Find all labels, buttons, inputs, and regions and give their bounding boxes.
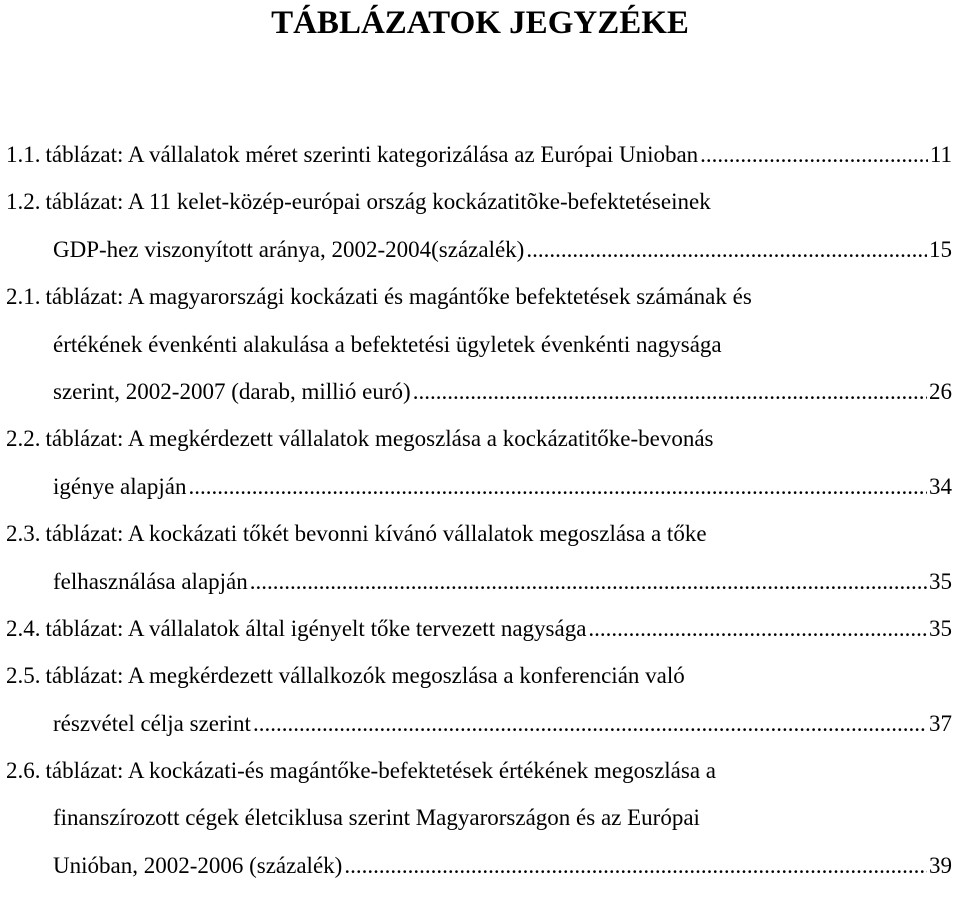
toc-entry-line <box>0 273 960 320</box>
toc-entry-number: 2.5. <box>6 663 41 689</box>
toc-entry-page-number: 37 <box>929 710 952 736</box>
toc-entry-line <box>0 463 960 510</box>
toc-entry-text: táblázat: A megkérdezett vállalkozók megoszlása a konferencián való <box>45 663 685 689</box>
dot-leader <box>253 700 927 747</box>
toc-entry-number: 1.1. <box>6 142 41 167</box>
toc-entry[interactable] <box>0 415 960 510</box>
toc-entry-text: Unióban, 2002-2006 (százalék) <box>53 852 343 878</box>
toc-entry[interactable] <box>0 652 960 747</box>
toc-entry-number: 1.2. <box>6 189 41 215</box>
toc-entry[interactable] <box>0 747 960 889</box>
toc-entry[interactable] <box>0 510 960 605</box>
toc-entry-line <box>0 321 960 368</box>
table-list <box>0 131 960 889</box>
toc-entry-text: táblázat: A kockázati tőkét bevonni kívánó vállalatok megoszlása a tőke <box>45 521 707 547</box>
toc-entry-line <box>0 131 960 178</box>
toc-entry-text: szerint, 2002-2007 (darab, millió euró) <box>53 378 411 404</box>
toc-entry-page-number: 11 <box>929 142 952 167</box>
dot-leader <box>700 131 928 178</box>
toc-entry-line <box>0 652 960 699</box>
toc-entry-number: 2.3. <box>6 521 41 547</box>
toc-entry-text: táblázat: A kockázati-és magántőke-befektetések értékének megoszlása a <box>45 758 717 784</box>
toc-entry-text: táblázat: A vállalatok által igényelt tőke tervezett nagysága <box>45 615 587 641</box>
toc-entry-text: táblázat: A 11 kelet-közép-európai ország kockázatitõke-befektetéseinek <box>45 189 711 215</box>
toc-entry-text: táblázat: A vállalatok méret szerinti kategorizálása az Európai Unioban <box>45 142 699 167</box>
toc-entry-text: igénye alapján <box>53 473 187 499</box>
toc-entry-line <box>0 415 960 462</box>
toc-entry[interactable] <box>0 131 960 178</box>
toc-entry-line <box>0 510 960 557</box>
toc-entry-text: táblázat: A megkérdezett vállalatok megoszlása a kockázatitőke-bevonás <box>45 426 714 452</box>
toc-entry-number: 2.1. <box>6 284 41 310</box>
toc-entry-page-number: 39 <box>929 852 952 878</box>
toc-entry-line <box>0 842 960 889</box>
toc-entry-text: finanszírozott cégek életciklusa szerint Magyarországon és az Európai <box>53 805 700 831</box>
toc-entry-page-number: 35 <box>929 615 952 641</box>
toc-entry-line <box>0 794 960 841</box>
toc-entry-line <box>0 605 960 652</box>
dot-leader <box>413 368 927 415</box>
dot-leader <box>344 842 927 889</box>
toc-entry-page-number: 26 <box>929 378 952 404</box>
toc-entry-text: táblázat: A magyarországi kockázati és magántőke befektetések számának és <box>45 284 752 310</box>
dot-leader <box>526 226 927 273</box>
toc-entry-line <box>0 558 960 605</box>
toc-entry[interactable] <box>0 178 960 273</box>
toc-entry-line <box>0 368 960 415</box>
toc-entry-text: GDP-hez viszonyított aránya, 2002-2004(százalék) <box>53 236 525 262</box>
dot-leader <box>588 605 927 652</box>
toc-entry-line <box>0 226 960 273</box>
toc-entry[interactable] <box>0 273 960 415</box>
toc-entry-line <box>0 700 960 747</box>
dot-leader <box>250 558 927 605</box>
toc-entry-text: részvétel célja szerint <box>53 710 251 736</box>
toc-entry-number: 2.6. <box>6 758 41 784</box>
toc-entry-text: értékének évenkénti alakulása a befektetési ügyletek évenkénti nagysága <box>53 331 722 357</box>
toc-entry[interactable] <box>0 605 960 652</box>
toc-entry-text: felhasználása alapján <box>53 568 248 594</box>
page-title: TÁBLÁZATOK JEGYZÉKE <box>271 5 689 41</box>
toc-entry-page-number: 15 <box>929 236 952 262</box>
toc-entry-page-number: 35 <box>929 568 952 594</box>
dot-leader <box>188 463 927 510</box>
toc-entry-line <box>0 178 960 225</box>
toc-entry-number: 2.2. <box>6 426 41 452</box>
toc-entry-line <box>0 747 960 794</box>
toc-entry-number: 2.4. <box>6 615 41 641</box>
toc-entry-page-number: 34 <box>929 473 952 499</box>
